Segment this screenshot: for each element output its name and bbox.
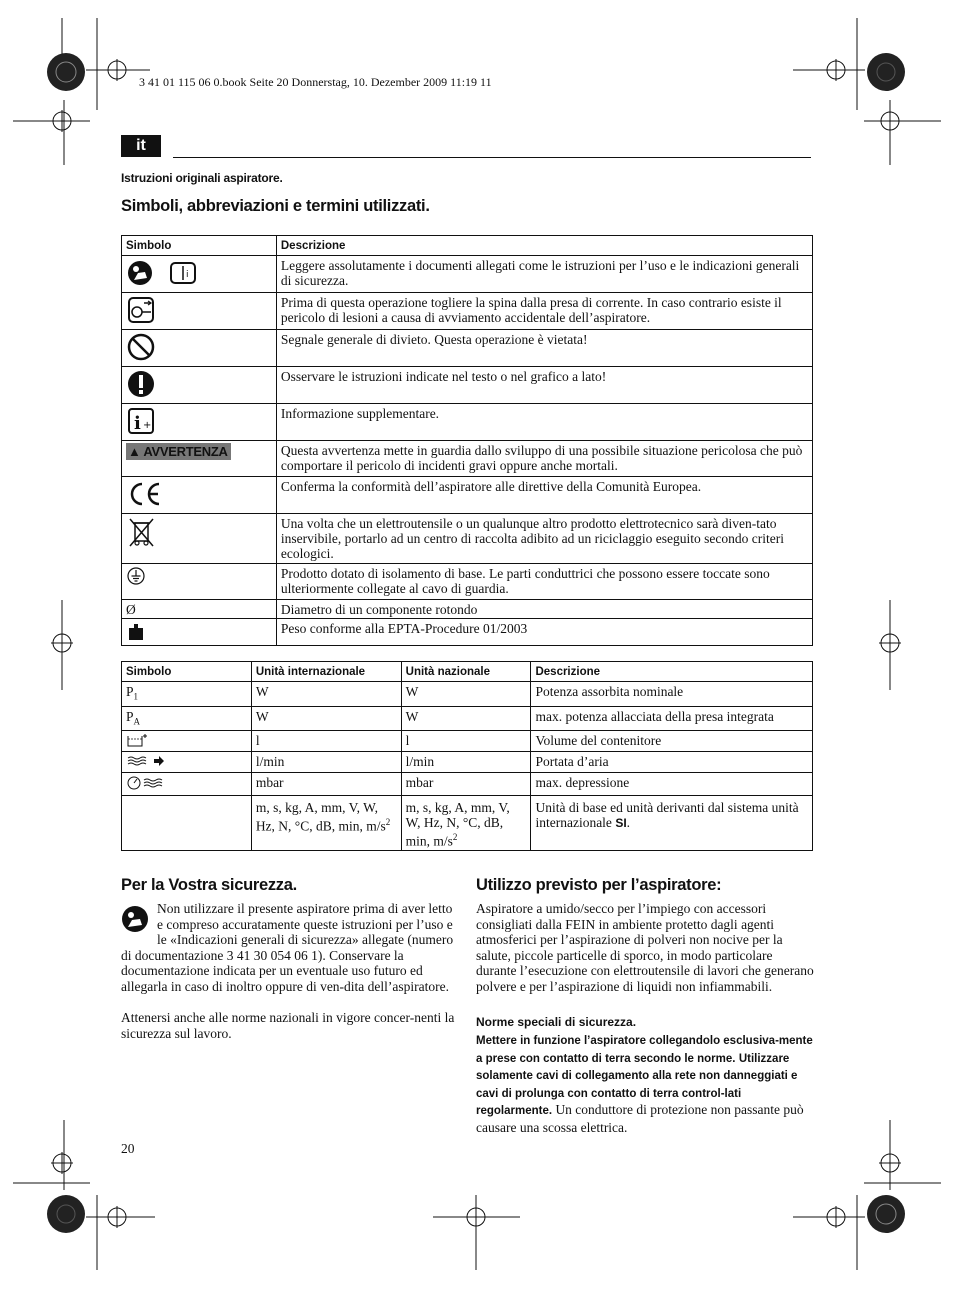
symbol-cell: Ø — [122, 600, 277, 619]
description-cell: Peso conforme alla EPTA-Procedure 01/2003 — [276, 619, 812, 646]
symbol-cell — [122, 514, 277, 564]
symbol-cell — [122, 293, 277, 330]
weight-icon — [126, 621, 146, 641]
description-text-end: . — [626, 815, 631, 831]
table-header-row — [122, 662, 813, 682]
units-superscript: 2 — [452, 832, 458, 843]
table-header-cell: Simbolo — [122, 662, 252, 682]
language-badge: it — [121, 135, 161, 157]
airflow-icon — [126, 754, 166, 768]
symbol-cell — [122, 773, 252, 796]
bold-instruction-1: Mettere in funzione l’aspiratore collegandolo esclusiva-mente a prese con contatto di terra secondo le norme. — [476, 1035, 813, 1065]
svg-text:+: + — [143, 420, 152, 431]
page-number: 20 — [121, 1141, 135, 1156]
intl-unit-cell — [251, 796, 401, 851]
svg-text:i: i — [134, 413, 141, 434]
description-cell: Prodotto dotato di isolamento di base. Le parti conduttrici che possono essere toccate sono ulteriormente collegate al cavo di guardia. — [276, 564, 812, 600]
intl-unit-cell: mbar — [251, 773, 401, 796]
symbol-cell — [122, 564, 277, 600]
warning-label — [126, 443, 231, 460]
table-header-cell: Unità nazionale — [401, 662, 531, 682]
description-cell: Questa avvertenza mette in guardia dallo sviluppo di una possibile situazione pericolosa che può comportare il pericolo di incidenti gravi oppure anche mortali. — [276, 441, 812, 477]
national-unit-cell: mbar — [401, 773, 531, 796]
symbol-cell — [122, 796, 252, 851]
description-cell: Conferma la conformità dell’aspiratore alle direttive della Comunità Europea. — [276, 477, 812, 514]
description-cell: Portata d’aria — [531, 752, 813, 773]
warning-triangle-icon: ▲ — [128, 444, 141, 459]
symbol-cell — [122, 330, 277, 367]
symbol-cell — [122, 441, 277, 477]
table-row — [122, 293, 813, 330]
symbol-cell — [122, 752, 252, 773]
table-header-cell: Simbolo — [122, 236, 277, 256]
exclamation-icon — [126, 369, 156, 399]
vacuum-gauge-icon — [126, 775, 166, 791]
header-rule — [173, 157, 811, 158]
national-unit-cell: W — [401, 706, 531, 731]
section-title-intended-use: Utilizzo previsto per l’aspiratore: — [476, 876, 722, 894]
si-label: SI — [615, 816, 627, 831]
units-list: m, s, kg, A, mm, V, W, Hz, N, °C, dB, min, m/s — [255, 800, 386, 834]
intl-unit-cell: W — [251, 682, 401, 707]
ground-icon — [126, 566, 146, 586]
read-manual-icon — [126, 258, 196, 288]
description-cell: max. depressione — [531, 773, 813, 796]
table-row — [122, 752, 813, 773]
table-row — [122, 367, 813, 404]
table-row — [122, 514, 813, 564]
special-safety-title: Norme speciali di sicurezza. — [476, 1015, 637, 1029]
symbol-cell — [122, 404, 277, 441]
icon-spacer — [121, 901, 157, 947]
symbol-cell — [122, 256, 277, 293]
symbol-cell — [122, 731, 252, 752]
national-unit-cell: l/min — [401, 752, 531, 773]
description-cell: Informazione supplementare. — [276, 404, 812, 441]
table-header-row — [122, 236, 813, 256]
symbol-cell — [122, 682, 252, 707]
intl-unit-cell: l — [251, 731, 401, 752]
section-title-safety: Per la Vostra sicurezza. — [121, 876, 297, 894]
symbols-table — [121, 235, 813, 646]
instruction-tail: Un conduttore di protezione non passante può causare una scossa elettrica. — [476, 1102, 804, 1135]
description-cell: Volume del contenitore — [531, 731, 813, 752]
table-row — [122, 564, 813, 600]
description-cell: Potenza assorbita nominale — [531, 682, 813, 707]
table-header-cell: Descrizione — [531, 662, 813, 682]
table-row — [122, 706, 813, 731]
warning-label-text: AVVERTENZA — [143, 444, 228, 459]
description-cell — [531, 796, 813, 851]
intl-unit-cell: l/min — [251, 752, 401, 773]
prohibition-icon — [126, 332, 156, 362]
table-row — [122, 600, 813, 619]
description-text: Unità di base ed unità derivanti dal sistema unità internazionale — [535, 800, 799, 831]
ce-mark-icon — [126, 479, 162, 509]
table-row — [122, 477, 813, 514]
intl-unit-cell: W — [251, 706, 401, 731]
symbol-text: P — [126, 708, 134, 724]
section-title-symbols: Simboli, abbreviazioni e termini utilizzati. — [121, 197, 430, 215]
description-cell: Diametro di un componente rotondo — [276, 600, 812, 619]
bold-instruction-2: Utilizzare solamente cavi di collegamento alla rete non danneggiati e cavi di prolunga con contatto di terra control-lati regolarmente. — [476, 1052, 798, 1117]
container-volume-icon — [126, 733, 150, 747]
symbol-cell — [122, 477, 277, 514]
table-header-cell: Unità internazionale — [251, 662, 401, 682]
table-row — [122, 773, 813, 796]
safety-text: Non utilizzare il presente aspiratore prima di aver letto e compreso accuratamente queste istruzioni per l’uso e le «Indicazioni generali di sicurezza» allegate (numero di documentazione 3 41 30 054 06 1). Conservare la documentazione indicata per un eventuale uso futuro ed allegarla in caso di inoltro oppure di ven-dita dell’aspiratore. — [121, 901, 454, 994]
symbol-cell — [122, 706, 252, 731]
table-row — [122, 404, 813, 441]
units-superscript: 2 — [385, 817, 391, 828]
print-header: 3 41 01 115 06 0.book Seite 20 Donnerstag, 10. Dezember 2009 11:19 11 — [139, 75, 492, 89]
table-row — [122, 330, 813, 367]
safety-paragraph — [121, 901, 455, 994]
symbol-subscript: 1 — [133, 691, 139, 702]
symbol-cell — [122, 367, 277, 404]
svg-text:i: i — [186, 270, 189, 280]
document-subtitle: Istruzioni originali aspiratore. — [121, 171, 283, 185]
table-header-cell: Descrizione — [276, 236, 812, 256]
units-list: m, s, kg, A, mm, V, W, Hz, N, °C, dB, min, m/s — [405, 800, 510, 849]
symbol-text: P — [126, 684, 134, 699]
table-row — [122, 731, 813, 752]
intended-use-paragraph: Aspiratore a umido/secco per l’impiego con accessori consigliati dalla FEIN in ambiente protetto dagli agenti atmosferici per l’aspirazione di polveri non nocive per la salute, piccole particelle di sporco, in modo particolare durante l’esecuzione con elettroutensile di lavori che generano polvere e per l’aspirazione di liquidi non infiammabili. — [476, 901, 814, 994]
national-unit-cell — [401, 796, 531, 851]
description-cell: max. potenza allacciata della presa integrata — [531, 706, 813, 731]
info-icon — [126, 406, 156, 436]
table-row — [122, 256, 813, 293]
table-row — [122, 619, 813, 646]
table-row — [122, 441, 813, 477]
symbol-cell — [122, 619, 277, 646]
units-table — [121, 661, 813, 851]
description-cell: Prima di questa operazione togliere la spina dalla presa di corrente. In caso contrario esiste il pericolo di lesioni a causa di avviamento accidentale dell’aspiratore. — [276, 293, 812, 330]
national-unit-cell: W — [401, 682, 531, 707]
table-row — [122, 796, 813, 851]
description-cell: Leggere assolutamente i documenti allegati come le istruzioni per l’uso e le indicazioni generali di sicurezza. — [276, 256, 812, 293]
symbol-subscript: A — [133, 716, 141, 727]
description-cell: Osservare le istruzioni indicate nel testo o nel grafico a lato! — [276, 367, 812, 404]
safety-paragraph-2: Attenersi anche alle norme nazionali in vigore concer-nenti la sicurezza sul lavoro. — [121, 1010, 455, 1041]
national-unit-cell: l — [401, 731, 531, 752]
description-cell: Segnale generale di divieto. Questa operazione è vietata! — [276, 330, 812, 367]
table-row — [122, 682, 813, 707]
weee-bin-icon — [126, 516, 156, 548]
special-safety-text — [476, 1032, 818, 1135]
description-cell: Una volta che un elettroutensile o un qualunque altro prodotto elettrotecnico sarà diven-tato inservibile, portarlo ad un centro di raccolta adibito ad un riciclaggio eseguito secondo criteri ecologici. — [276, 514, 812, 564]
unplug-icon — [126, 295, 156, 325]
